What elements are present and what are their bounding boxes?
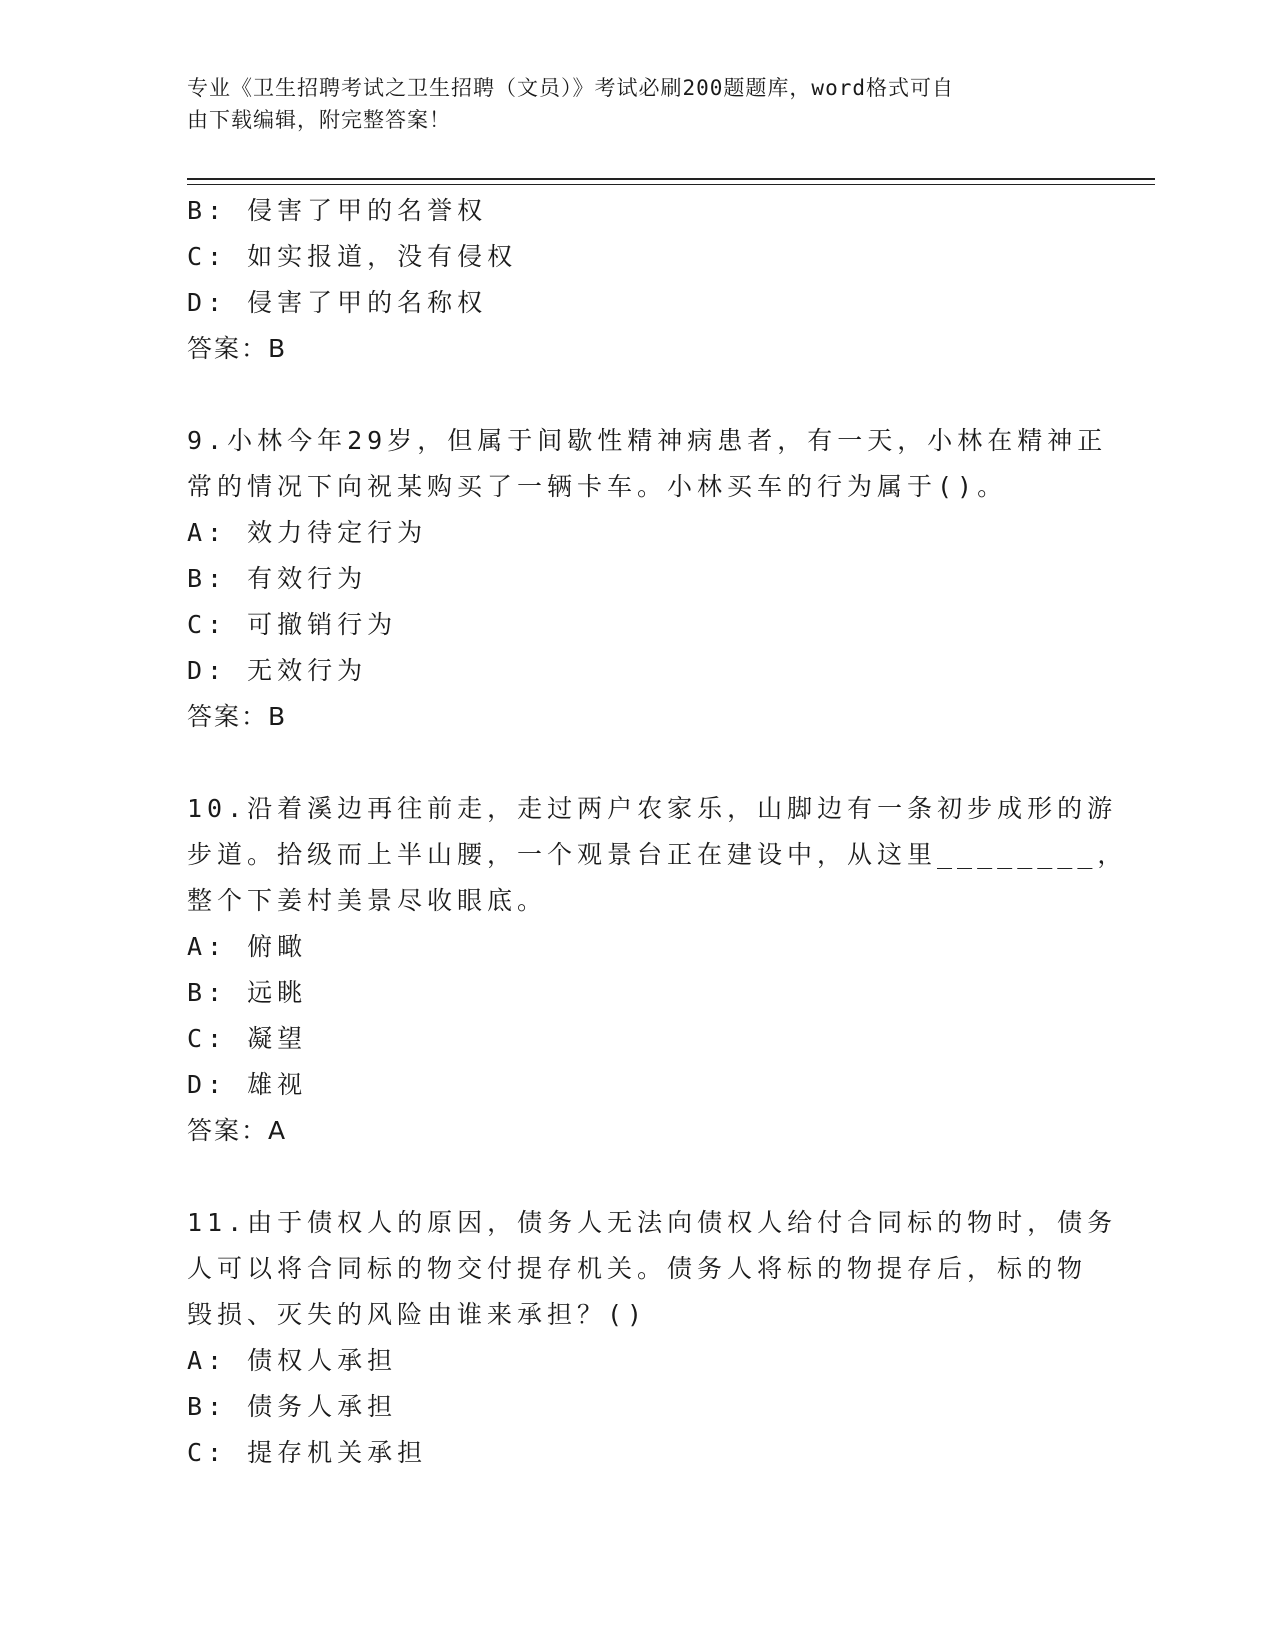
header-line-2: 由下载编辑，附完整答案！ xyxy=(187,108,451,132)
question-block-8 xyxy=(187,188,1087,372)
option-a: A: 效力待定行为 xyxy=(187,518,428,547)
option-b: B: 债务人承担 xyxy=(187,1392,398,1421)
option-c: C: 凝望 xyxy=(187,1024,308,1053)
header-divider-thin xyxy=(187,184,1155,185)
header-divider-thick xyxy=(187,178,1155,180)
option-c: C: 提存机关承担 xyxy=(187,1438,428,1467)
question-text-line: 9.小林今年29岁，但属于间歇性精神病患者，有一天，小林在精神正 xyxy=(187,426,1108,455)
answer-label: 答案：B xyxy=(187,702,288,731)
question-block-9 xyxy=(187,418,1108,740)
header-line-1: 专业《卫生招聘考试之卫生招聘（文员）》考试必刷200题题库，word格式可自 xyxy=(187,76,954,100)
question-text-line: 整个下姜村美景尽收眼底。 xyxy=(187,886,548,915)
question-text-line: 毁损、灭失的风险由谁来承担？() xyxy=(187,1300,648,1329)
question-list xyxy=(187,188,1128,1476)
answer-label: 答案：A xyxy=(187,1116,288,1145)
option-b: B: 侵害了甲的名誉权 xyxy=(187,196,488,225)
block-spacer xyxy=(187,1154,1087,1200)
block-spacer xyxy=(187,740,1087,786)
option-d: D: 侵害了甲的名称权 xyxy=(187,288,488,317)
option-d: D: 无效行为 xyxy=(187,656,368,685)
option-d: D: 雄视 xyxy=(187,1070,308,1099)
question-block-11 xyxy=(187,1200,1118,1476)
answer-label: 答案：B xyxy=(187,334,288,363)
question-block-10 xyxy=(187,786,1128,1154)
option-b: B: 远眺 xyxy=(187,978,308,1007)
block-spacer xyxy=(187,372,1087,418)
question-text-line: 常的情况下向祝某购买了一辆卡车。小林买车的行为属于()。 xyxy=(187,472,1008,501)
option-a: A: 俯瞰 xyxy=(187,932,308,961)
question-text-line: 10.沿着溪边再往前走，走过两户农家乐，山脚边有一条初步成形的游 xyxy=(187,794,1118,823)
question-text-line: 人可以将合同标的物交付提存机关。债务人将标的物提存后，标的物 xyxy=(187,1254,1088,1283)
option-c: C: 可撤销行为 xyxy=(187,610,398,639)
question-text-line: 步道。拾级而上半山腰，一个观景台正在建设中，从这里________， xyxy=(187,840,1128,869)
question-text-line: 11.由于债权人的原因，债务人无法向债权人给付合同标的物时，债务 xyxy=(187,1208,1118,1237)
document-header xyxy=(187,72,1067,136)
option-a: A: 债权人承担 xyxy=(187,1346,398,1375)
option-c: C: 如实报道，没有侵权 xyxy=(187,242,518,271)
option-b: B: 有效行为 xyxy=(187,564,368,593)
